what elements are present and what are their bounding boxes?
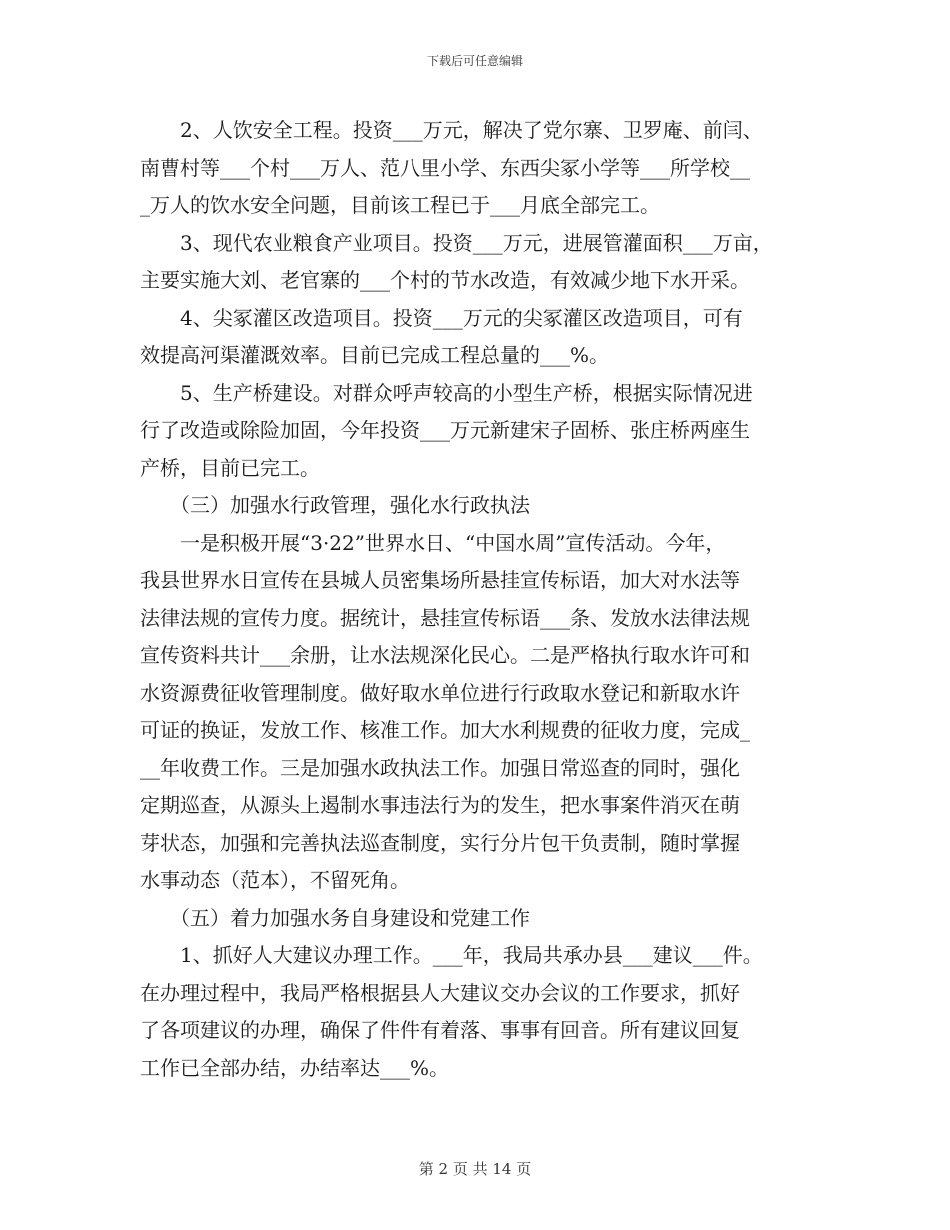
text-line: 3、现代农业粮食产业项目。投资___万元，进展管灌面积___万亩， xyxy=(140,230,773,255)
section-heading: （五）着力加强水务自身建设和党建工作 xyxy=(140,905,530,930)
text-line: 1、抓好人大建议办理工作。___年，我局共承办县___建议___件。 xyxy=(140,943,763,967)
text-line: 产桥，目前已完工。 xyxy=(140,455,320,480)
text-line: __年收费工作。三是加强水政执法工作。加强日常巡查的同时，强化 xyxy=(140,755,740,780)
text-line: 一是积极开展“3·22”世界水日、“中国水周”宣传活动。今年， xyxy=(140,530,726,555)
text-line: 5、生产桥建设。对群众呼声较高的小型生产桥，根据实际情况进 xyxy=(140,380,753,405)
text-line: 南曹村等___个村___万人、范八里小学、东西尖冢小学等___所学校__ xyxy=(140,155,750,180)
document-body xyxy=(140,112,820,1087)
text-line: 2、人饮安全工程。投资___万元，解决了党尔寨、卫罗庵、前闫、 xyxy=(140,118,763,142)
text-line: 4、尖冢灌区改造项目。投资___万元的尖冢灌区改造项目，可有 xyxy=(140,305,743,330)
text-line: 宣传资料共计___余册，让水法规深化民心。二是严格执行取水许可和 xyxy=(140,643,750,667)
page-header: 下载后可任意编辑 xyxy=(426,54,523,68)
page-footer: 第 2 页 共 14 页 xyxy=(418,1160,532,1178)
text-line: 主要实施大刘、老官寨的___个村的节水改造，有效减少地下水开采。 xyxy=(140,268,750,292)
text-line: 效提高河渠灌溉效率。目前已完成工程总量的___%。 xyxy=(140,343,610,367)
text-line: 工作已全部办结，办结率达___%。 xyxy=(140,1055,450,1080)
text-line: _万人的饮水安全问题，目前该工程已于___月底全部完工。 xyxy=(140,193,660,217)
text-line: 在办理过程中，我局严格根据县人大建议交办会议的工作要求，抓好 xyxy=(140,980,740,1005)
text-line: 水事动态（范本），不留死角。 xyxy=(140,868,410,892)
text-line: 了各项建议的办理，确保了件件有着落、事事有回音。所有建议回复 xyxy=(140,1018,740,1042)
text-line: 行了改造或除险加固，今年投资___万元新建宋子固桥、张庄桥两座生 xyxy=(140,418,750,442)
text-line: 定期巡查，从源头上遏制水事违法行为的发生，把水事案件消灭在萌 xyxy=(140,793,740,817)
text-line: 水资源费征收管理制度。做好取水单位进行行政取水登记和新取水许 xyxy=(140,680,740,705)
text-line: 芽状态，加强和完善执法巡查制度，实行分片包干负责制，随时掌握 xyxy=(140,830,740,855)
section-heading: （三）加强水行政管理，强化水行政执法 xyxy=(140,493,530,517)
text-line: 法律法规的宣传力度。据统计，悬挂宣传标语___条、发放水法律法规 xyxy=(140,605,750,630)
text-line: 可证的换证，发放工作、核准工作。加大水利规费的征收力度，完成_ xyxy=(140,718,750,742)
text-line: 我县世界水日宣传在县城人员密集场所悬挂宣传标语，加大对水法等 xyxy=(140,568,740,592)
